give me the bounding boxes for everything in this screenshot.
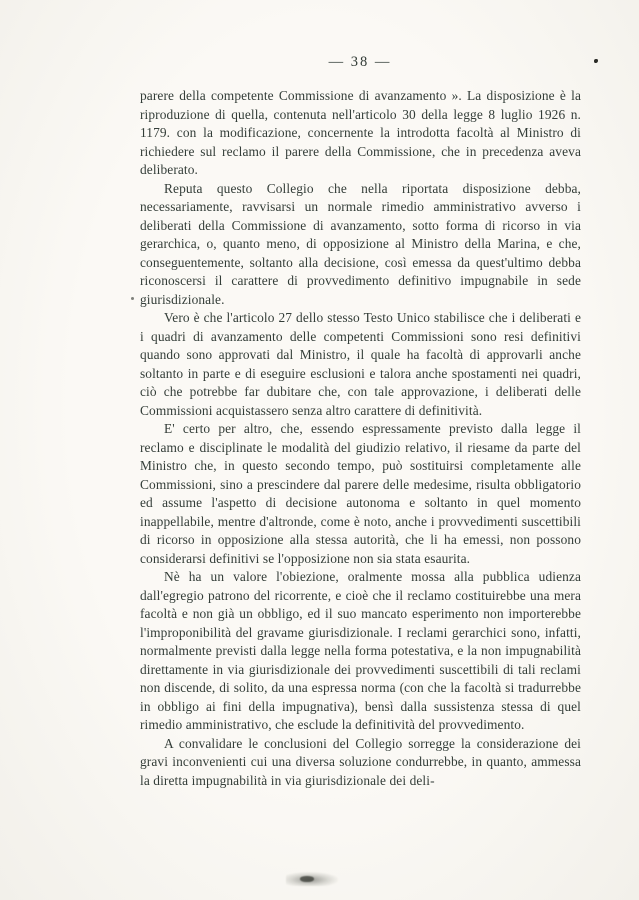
text-block [140,87,581,790]
paragraph: Vero è che l'articolo 27 dello stesso Testo Unico stabilisce che i deliberati e i quadri di avanzamento delle competenti Commissioni sono resi definitivi quando sono approvati dal Ministro, il quale ha facoltà di approvarli anche soltanto in parte e di eseguire esclusioni e talora anche spostamenti nei quadri, ciò che potrebbe far dubitare che, con tale approvazione, i deliberati delle Commissioni acquistassero senza altro carattere di definitività. [140,310,581,418]
scan-artifact-speck [131,297,134,300]
paragraph: Nè ha un valore l'obiezione, oralmente mossa alla pubblica udienza dall'egregio patrono del ricorrente, e cioè che il reclamo costituirebbe una mera facoltà e non già un obbligo, ed il suo mancato esperimento non importerebbe l'improponibilità del gravame giurisdizionale. I reclami gerarchici sono, infatti, normalmente previsti dalla legge nella forma potestativa, e la non impugnabilità direttamente in via giurisdizionale dei provvedimenti suscettibili di tali reclami non discende, di solito, da una espressa norma (con che la facoltà si tradurrebbe in obbligo ai fini della impugnativa), bensì dalla sussistenza stessa di quel rimedio amministrativo, che esclude la definitività del provvedimento. [140,569,581,732]
paragraph: E' certo per altro, che, essendo espressamente previsto dalla legge il reclamo e disciplinate le modalità del giudizio relativo, il riesame da parte del Ministro che, in questo secondo tempo, può sostituirsi completamente alle Commissioni, sino a prescindere dal parere delle medesime, risulta obbligatorio ed assume l'aspetto di decisione autonoma e soltanto in quel momento inappellabile, mentre d'altronde, come è noto, anche i provvedimenti suscettibili di ricorso in opposizione alla stessa autorità, che li ha emessi, non possono considerarsi definitivi se l'opposizione non sia stata esaurita. [140,421,581,566]
paragraph: A convalidare le conclusioni del Collegio sorregge la considerazione dei gravi inconvenienti cui una diversa soluzione condurrebbe, in quanto, ammessa la diretta impugnabilità in via giurisdizionale dei deli- [140,735,581,788]
page-number: — 38 — [328,54,392,70]
scan-artifact-smudge-dark [300,876,314,882]
scan-artifact-ink-dot [594,59,598,63]
paragraph-continuation: parere della competente Commissione di avanzamento ». La disposizione è la riproduzione di quella, contenuta nell'articolo 30 della legge 8 luglio 1926 n. 1179. con la modificazione, concernente la introdotta facoltà al Ministro di richiedere sul reclamo il parere della Commissione, che in precedenza aveva deliberato. [140,88,581,177]
paragraph: Reputa questo Collegio che nella riportata disposizione debba, necessariamente, ravvisarsi un normale rimedio amministrativo avverso i deliberati della Commissione di avanzamento, sotto forma di ricorso in via gerarchica, o, quanto meno, di opposizione al Ministro della Marina, e che, conseguentemente, soltanto alla decisione, così emessa da quest'ultimo debba riconoscersi il carattere di provvedimento definitivo impugnabile in sede giurisdizionale. [140,180,581,307]
